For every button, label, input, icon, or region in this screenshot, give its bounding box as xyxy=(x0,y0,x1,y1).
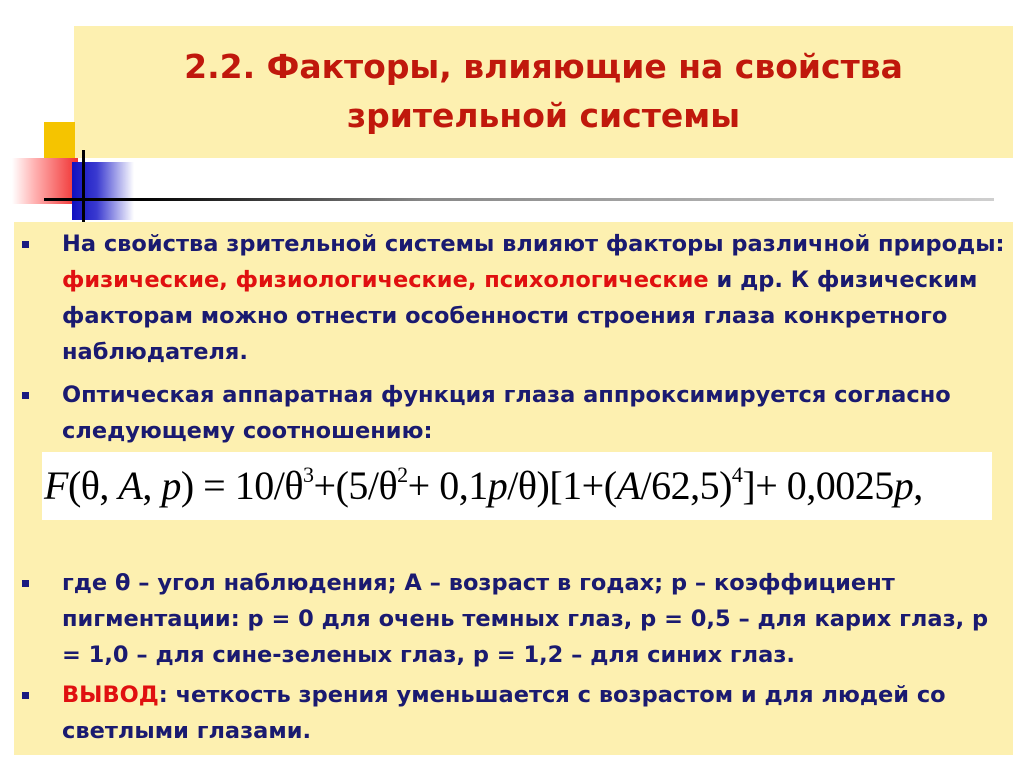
bullet-text: где θ – угол наблюдения; А – возраст в годах; р – коэффициент пигментации: р = 0 для очень темных глаз, р = 0,5 – для карих глаз, р = 1,0 – для сине-зеленых глаз, р = 1,2 – для синих глаз. xyxy=(62,570,989,668)
bullet-item xyxy=(22,226,1012,370)
bullet-marker-icon xyxy=(22,241,29,248)
title-line-1: 2.2. Факторы, влияющие на свойства xyxy=(184,47,903,86)
bullet-text: : четкость зрения уменьшается с возрастом и для людей со светлыми глазами. xyxy=(62,682,946,744)
bullet-item xyxy=(22,377,1012,449)
bullet-marker-icon xyxy=(22,692,29,699)
bullet-marker-icon xyxy=(22,392,29,399)
bullet-highlight: ВЫВОД xyxy=(62,682,159,708)
formula-image xyxy=(42,452,992,520)
formula: F(θ, A, $p) = 10/\theta^3+(5/\theta^2+ 0,1p/\theta)[1+(A/62,5)^4]+ 0,0025p$, xyxy=(44,462,923,508)
decor-vertical-line xyxy=(82,150,85,222)
slide-title xyxy=(74,42,1013,140)
bullet-marker-icon xyxy=(22,580,29,587)
title-divider xyxy=(44,198,994,201)
decor-yellow-square xyxy=(44,122,75,158)
bullet-highlight: физические, физиологические, психологические xyxy=(62,267,709,293)
bullet-text: Оптическая аппаратная функция глаза аппроксимируется согласно следующему соотношению: xyxy=(62,382,951,444)
bullet-item xyxy=(22,565,1012,673)
bullet-text: На свойства зрительной системы влияют факторы различной природы: xyxy=(62,231,1005,257)
bullet-item xyxy=(22,677,1012,749)
bullet-text: и др. К физическим факторам можно отнести особенности строения глаза конкретного наблюдателя. xyxy=(62,267,978,365)
title-line-2: зрительной системы xyxy=(346,96,741,135)
